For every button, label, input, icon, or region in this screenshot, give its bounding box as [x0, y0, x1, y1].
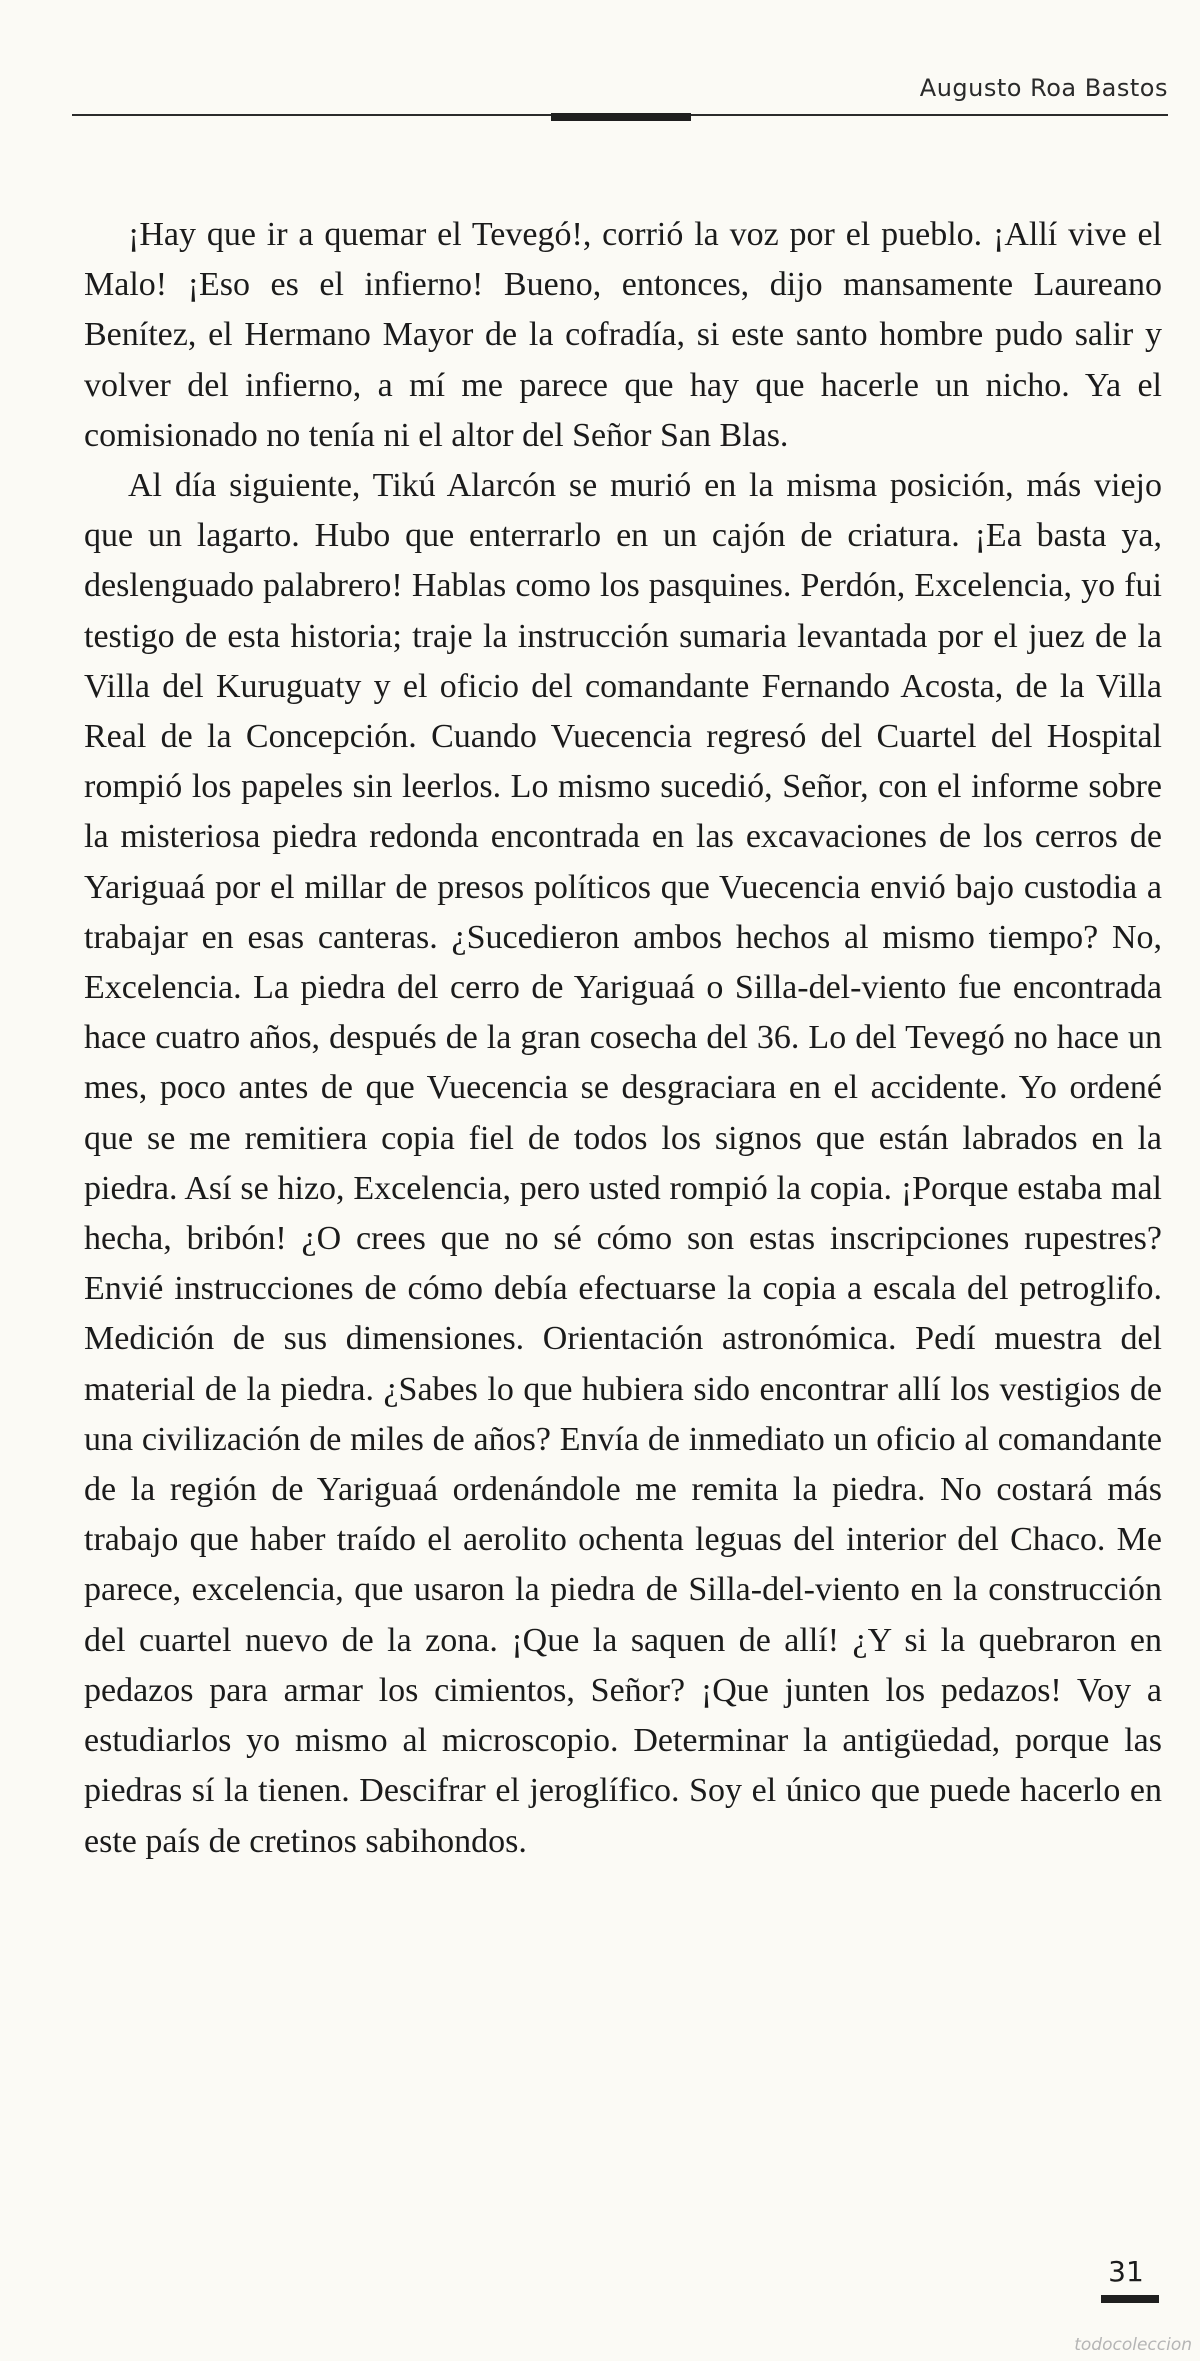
page-number: 31 — [1108, 2255, 1144, 2288]
watermark: todocoleccion — [1074, 2335, 1192, 2355]
paragraph-1: ¡Hay que ir a quemar el Tevegó!, corrió la voz por el pueblo. ¡Allí vive el Malo! ¡Eso es el infierno! Bueno, entonces, dijo mansamente Laureano Benítez, el Hermano Mayor de la cofradía, si este santo hombre pudo salir y volver del infierno, a mí me parece que hay que hacerle un nicho. Ya el comisionado no tenía ni el altor del Señor San Blas. — [84, 216, 1162, 454]
header-accent-bar — [551, 113, 691, 121]
running-header-author: Augusto Roa Bastos — [919, 74, 1168, 102]
body-text — [84, 210, 1162, 1867]
footer-accent-bar — [1101, 2295, 1159, 2303]
paragraph-2: Al día siguiente, Tikú Alarcón se murió en la misma posición, más viejo que un lagarto. Hubo que enterrarlo en un cajón de criatura. ¡Ea basta ya, deslenguado palabrero! Hablas como los pasquines. Perdón, Excelencia, yo fui testigo de esta historia; traje la instrucción sumaria levantada por el juez de la Villa del Kuruguaty y el oficio del comandante Fernando Acosta, de la Villa Real de la Concepción. Cuando Vuecencia regresó del Cuartel del Hospital rompió los papeles sin leerlos. Lo mismo sucedió, Señor, con el informe sobre la misteriosa piedra redonda encontrada en las excavaciones de los cerros de Yariguaá por el millar de presos políticos que Vuecencia envió bajo custodia a trabajar en esas canteras. ¿Sucedieron ambos hechos al mismo tiempo? No, Excelencia. La piedra del cerro de Yariguaá o Silla-del-viento fue encontrada hace cuatro años, después de la gran cosecha del 36. Lo del Tevegó no hace un mes, poco antes de que Vuecencia se desgraciara en el accidente. Yo ordené que se me remitiera copia fiel de todos los signos que están labrados en la piedra. Así se hizo, Excelencia, pero usted rompió la copia. ¡Porque estaba mal hecha, bribón! ¿O crees que no sé cómo son estas inscripciones rupestres? Envié instrucciones de cómo debía efectuarse la copia a escala del petroglifo. Medición de sus dimensiones. Orientación astronómica. Pedí muestra del material de la piedra. ¿Sabes lo que hubiera sido encontrar allí los vestigios de una civilización de miles de años? Envía de inmediato un oficio al comandante de la región de Yariguaá ordenándole me remita la piedra. No costará más trabajo que haber traído el aerolito ochenta leguas del interior del Chaco. Me parece, excelencia, que usaron la piedra de Silla-del-viento en la construcción del cuartel nuevo de la zona. ¡Que la saquen de allí! ¿Y si la quebraron en pedazos para armar los cimientos, Señor? ¡Que junten los pedazos! Voy a estudiarlos yo mismo al microscopio. Determinar la antigüedad, porque las piedras sí la tienen. Descifrar el jeroglífico. Soy el único que puede hacerlo en este país de cretinos sabihondos. — [84, 467, 1162, 1860]
